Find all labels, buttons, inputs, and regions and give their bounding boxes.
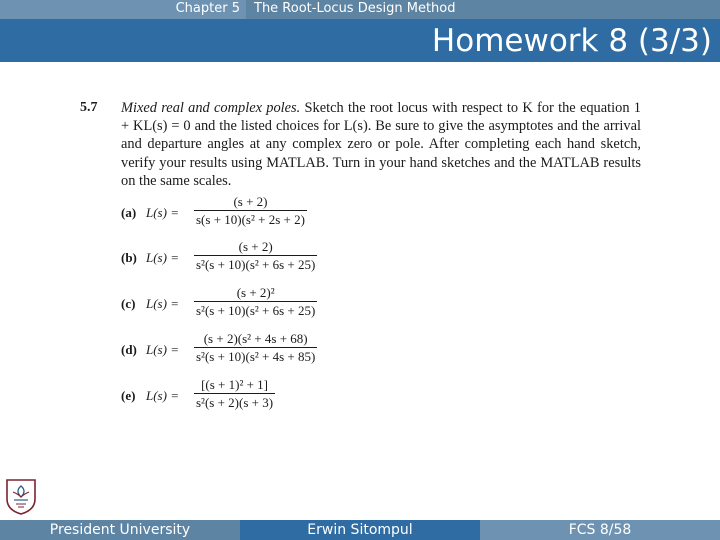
- problem-lead: Mixed real and complex poles.: [121, 100, 301, 116]
- transfer-function: [194, 377, 275, 411]
- part-lhs: L(s) =: [146, 342, 179, 357]
- part-label: (b): [121, 250, 137, 265]
- slide-title: Homework 8 (3/3): [431, 23, 712, 59]
- header-strip: [0, 0, 720, 19]
- footer-university: President University: [0, 520, 240, 540]
- part-label: (c): [121, 296, 136, 311]
- part-lhs: L(s) =: [146, 296, 179, 311]
- problem-statement: [121, 99, 641, 190]
- tf-denominator: s²(s + 2)(s + 3): [196, 395, 274, 410]
- tf-denominator: s²(s + 10)(s² + 4s + 85): [196, 349, 316, 364]
- footer-page-number: FCS 8/58: [480, 520, 720, 540]
- tf-denominator: s(s + 10)(s² + 2s + 2): [196, 212, 305, 227]
- tf-numerator: (s + 2): [238, 239, 273, 254]
- tf-denominator: s²(s + 10)(s² + 6s + 25): [196, 257, 316, 272]
- part-b: [121, 239, 361, 277]
- footer: [0, 520, 720, 540]
- tf-numerator: (s + 2)(s² + 4s + 68): [203, 331, 308, 346]
- transfer-function: [194, 194, 307, 228]
- footer-author: Erwin Sitompul: [240, 520, 480, 540]
- part-lhs: L(s) =: [146, 388, 179, 403]
- part-c: [121, 285, 361, 323]
- chapter-subtitle: The Root-Locus Design Method: [248, 0, 720, 19]
- part-a: [121, 194, 361, 232]
- transfer-function: [194, 239, 317, 273]
- tf-numerator: (s + 2)²: [236, 285, 275, 300]
- part-e: [121, 377, 361, 415]
- part-d: [121, 331, 361, 369]
- part-lhs: L(s) =: [146, 205, 179, 220]
- problem-scan: [0, 62, 720, 520]
- transfer-function: [194, 331, 317, 365]
- problem-body: Sketch the root locus with respect to K for the equation 1 + KL(s) = 0 and the listed choices for L(s). Be sure to give the asymptotes and the arrival and departure angles at any complex zero or pole. After completing each hand sketch, verify your results using MATLAB. Turn in your hand sketches and the MATLAB results on the same scales.: [121, 100, 642, 189]
- tf-denominator: s²(s + 10)(s² + 6s + 25): [196, 303, 316, 318]
- part-lhs: L(s) =: [146, 250, 179, 265]
- part-label: (d): [121, 342, 137, 357]
- university-logo-icon: [4, 477, 38, 515]
- chapter-label: Chapter 5: [0, 0, 246, 19]
- tf-numerator: [(s + 1)² + 1]: [201, 377, 268, 392]
- tf-numerator: (s + 2): [233, 194, 268, 209]
- part-label: (a): [121, 205, 137, 220]
- transfer-function: [194, 285, 317, 319]
- problem-number: 5.7: [80, 100, 98, 115]
- part-label: (e): [121, 388, 136, 403]
